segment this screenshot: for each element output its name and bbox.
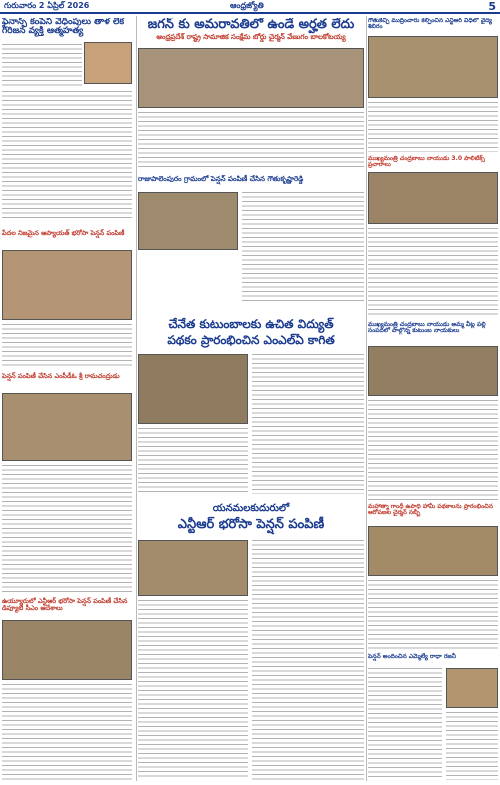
right-column (368, 18, 498, 783)
article-photo (138, 540, 248, 596)
article-photo (138, 192, 238, 250)
article-photo (2, 393, 132, 461)
article-photo (368, 36, 498, 98)
article-headline: పెన్షన్ పంపిణీ చేసిన ఎంపీడీఓ శ్రీ రామచంద్రుడు (2, 372, 120, 380)
article-body (368, 668, 442, 780)
left-column (2, 18, 134, 783)
article-body (2, 324, 132, 369)
article-body (2, 44, 82, 89)
article-photo (84, 42, 132, 84)
article-headline: ఉయ్యూరులో ఎన్టీఆర్ భరోసా పెన్షన్ పంపిణీ చేసిన డిప్యూటీ సీఎం ఆదేశాలు (2, 597, 128, 612)
article-photo (368, 172, 498, 224)
article-photo (368, 346, 498, 396)
article-headline: ముఖ్యమంత్రి చంద్రబాబు నాయుడు అమ్మ వీట్ల పల్లి సంపదలో పాల్గొన్న కుటుంబ నాయకులు (368, 321, 486, 335)
article-photo (138, 48, 364, 108)
article-body (2, 91, 132, 221)
column-divider (366, 16, 367, 781)
article-headline: గౌతుకెచ్చి ముద్రించారు కల్పించిన ఎన్టీఆర్ వీధిలో వైద్య శిబిరం (368, 18, 493, 31)
page-number: 5 (488, 0, 496, 13)
page-header (0, 0, 500, 14)
article-body (138, 600, 248, 780)
article-body (446, 712, 498, 780)
article-headline: ముఖ్యమంత్రి చంద్రబాబు నాయుడు 3.0 పాలిటిక్స్ ప్రచారాలు (368, 155, 485, 169)
article-headline: మహాత్మా గాంధీ ఉపాధి హామీ పథకాలను ప్రారంభించిన ఆరోపణల చైర్మన్ సబ్బీ (368, 503, 493, 517)
article-body (368, 102, 498, 152)
article-body (138, 112, 364, 170)
article-headline: పేదల నిజమైన ఆప్యాయత్ భరోసా పెన్షన్ పంపిణీ (2, 229, 125, 237)
article-headline: యనమలకుదురులో (212, 503, 290, 514)
column-divider (136, 16, 137, 781)
article-headline: రాజుపాలెంపురం గ్రామంలో పెన్షన్ పంపిణీ చేసిన గౌతుకృష్ణారెడ్డి (138, 175, 304, 183)
article-headline: చేనేత కుటుంబాలకు ఉచిత విద్యుత్ (168, 317, 334, 331)
article-body (252, 354, 364, 494)
article-body (2, 684, 132, 780)
article-body (368, 228, 498, 318)
article-headline: పథకం ప్రారంభించిన ఎంఎల్ఏ కాగిత (167, 333, 335, 347)
newspaper-name: ఆంధ్రజ్యోతి (230, 1, 264, 10)
middle-column (138, 18, 364, 783)
article-body (138, 428, 248, 494)
article-subheadline: ఆంధ్రప్రదేశ్ రాష్ట్ర సామాజిక సంక్షేమ బోర్డు చైర్మన్ వేణుగం బాలకోటయ్య (156, 32, 346, 41)
article-photo (368, 526, 498, 576)
article-photo (138, 354, 248, 424)
article-photo (2, 620, 132, 680)
article-body (242, 192, 364, 302)
article-headline: ఎన్టీఆర్ భరోసా పెన్షన్ పంపిణీ (177, 517, 325, 532)
article-body (2, 465, 132, 595)
article-photo (446, 668, 498, 708)
issue-date: గురువారం 2 ఏప్రిల్ 2026 (4, 1, 90, 10)
article-body (368, 580, 498, 650)
article-body (368, 400, 498, 500)
article-headline: ఫైనాన్స్ కంపెనీ వేధింపులు తాళ లేక గిరిజన వ్యక్తి ఆత్మహత్య (2, 18, 125, 37)
article-headline: పెన్షన్ అందించిన ఎమ్మెల్యే రాధా రజనీ (368, 653, 457, 660)
article-body (252, 540, 364, 780)
article-photo (2, 250, 132, 320)
article-headline: జగన్ కు అమరావతిలో ఉండే అర్హత లేదు (147, 18, 355, 32)
